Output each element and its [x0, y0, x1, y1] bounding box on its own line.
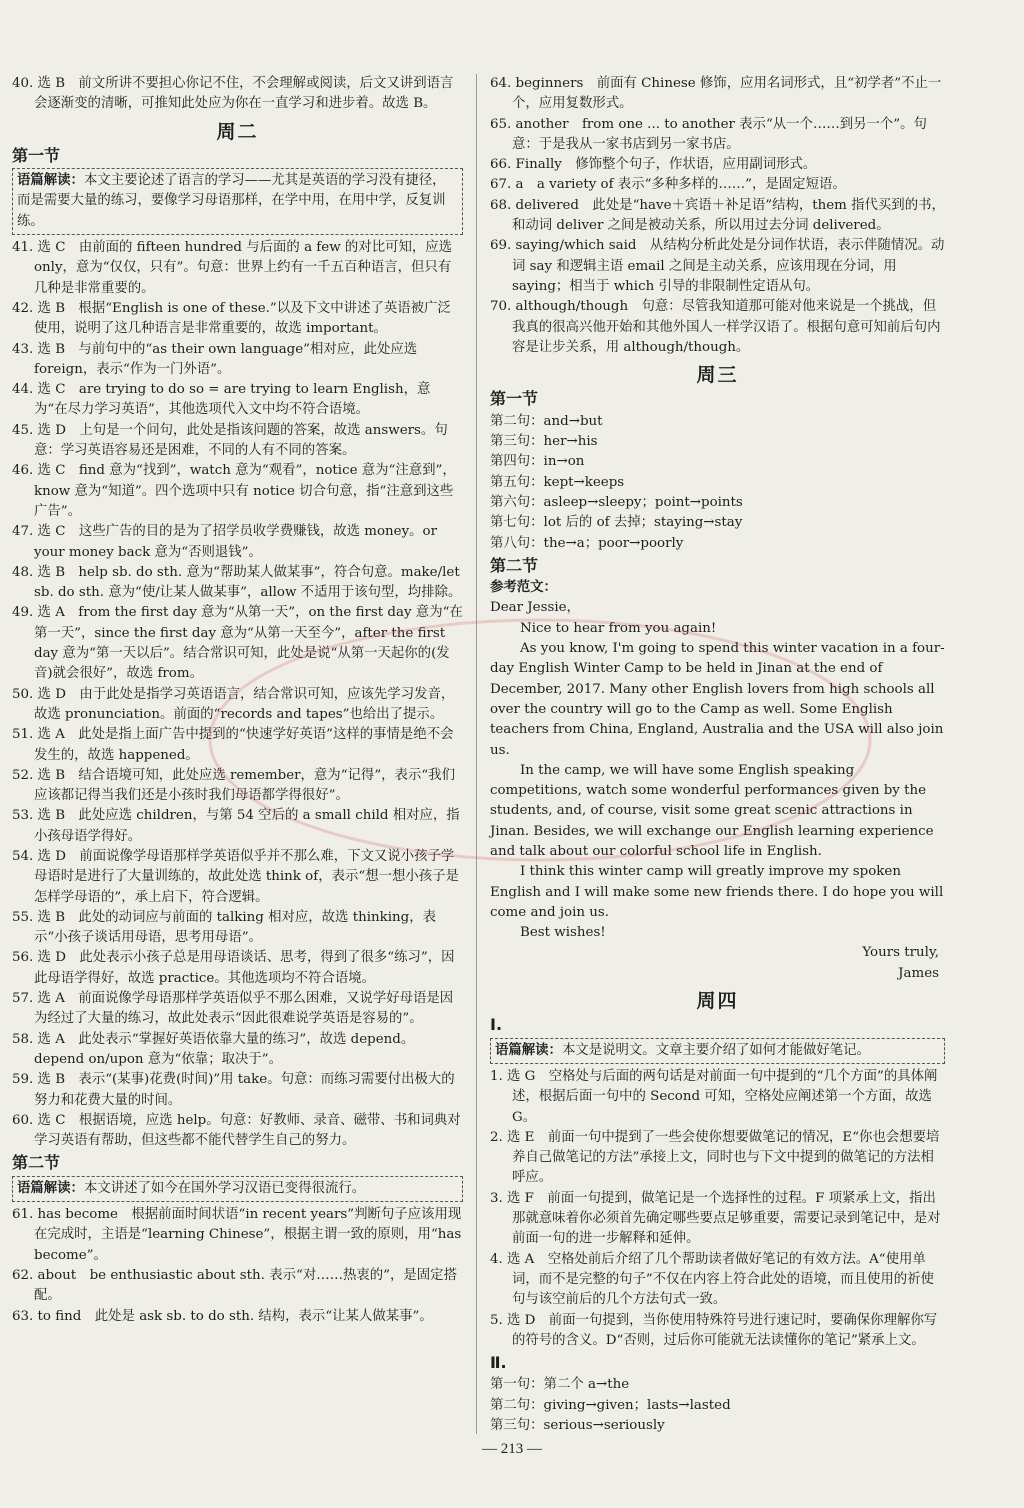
passage-summary-box: [12, 168, 463, 235]
answer-item: 5. 选 D 前面一句提到，当你使用特殊符号进行速记时，要确保你理解你写的符号的含义。D“否则，过后你可能就无法读懂你的笔记”紧承上文。: [490, 1312, 938, 1348]
answer-item: 51. 选 A 此处是指上面广告中提到的“快速学好英语”这样的事情是绝不会发生的，故选 happened。: [12, 727, 454, 763]
summary-label: 语篇解读：: [17, 173, 84, 189]
left-column: [12, 74, 463, 1327]
answer-item: 52. 选 B 结合语境可知，此处应选 remember，意为“记得”，表示“我们应该都记得当我们还是小孩时我们母语都学得很好”。: [12, 767, 455, 804]
section-heading: Ⅰ.: [490, 1015, 503, 1035]
passage-summary-box: [490, 1038, 945, 1064]
answer-item: 70. although/though 句意：尽管我知道那可能对他来说是一个挑战，但我真的很高兴他开始和其他外国人一样学汉语了。根据句意可知前后句内容是让步关系，用 although/though。: [490, 299, 941, 355]
answer-item: 40. 选 B 前文所讲不要担心你记不住，不会理解或阅读，后文又讲到语言会逐渐变的清晰，可推知此处应为你在一直学习和进步着。故选 B。: [12, 76, 454, 112]
week-heading: 周二: [216, 120, 259, 143]
text-line: 第二句：and→but: [490, 413, 603, 429]
answer-item: 59. 选 B 表示“(某事)花费(时间)”用 take。句意：而练习需要付出极大的努力和花费大量的时间。: [12, 1072, 455, 1108]
text-line: 第五句：kept→keeps: [490, 474, 625, 490]
text-line: 第七句：lot 后的 of 去掉；staying→stay: [490, 515, 743, 531]
week-heading: 周四: [696, 990, 739, 1013]
answer-item: 66. Finally 修饰整个句子，作状语，应用副词形式。: [490, 157, 817, 173]
essay-paragraph: In the camp, we will have some English speaking competitions, watch some wonderful performances given by the students, and, of course, visit some great scenic attractions in Jinan. Besides, we will exchange our English learning experience and talk about our colorful school life in English.: [490, 762, 934, 859]
answer-item: 62. about be enthusiastic about sth. 表示“对……热衷的”，是固定搭配。: [12, 1267, 457, 1304]
section-heading: 第一节: [490, 389, 539, 409]
answer-item: 48. 选 B help sb. do sth. 意为“帮助某人做某事”，符合句意。make/let sb. do sth. 意为“使/让某人做某事”，allow 不适用于该句型，均排除。: [12, 564, 462, 601]
answer-item: 60. 选 C 根据语境，应选 help。句意：好教师、录音、磁带、书和词典对学习英语有帮助，但这些都不能代替学生自己的努力。: [12, 1112, 461, 1149]
section-heading: 第二节: [12, 1153, 61, 1173]
passage-summary-box: [12, 1176, 463, 1202]
week-heading: 周三: [696, 364, 739, 387]
text-line: 第三句：her→his: [490, 434, 598, 450]
answer-item: 53. 选 B 此处应选 children，与第 54 空后的 a small child 相对应，指小孩母语学得好。: [12, 808, 460, 844]
answer-item: 4. 选 A 空格处前后介绍了几个帮助读者做好笔记的有效方法。A“使用单词，而不是完整的句子”不仅在内容上符合此处的语境，而且使用的祈使句与该空前后的几个方法句式一致。: [490, 1251, 934, 1308]
answer-item: 2. 选 E 前面一句中提到了一些会使你想要做笔记的情况，E“你也会想要培养自己做笔记的方法”承接上文，同时也与下文中提到的做笔记的方法相呼应。: [490, 1129, 940, 1186]
summary-label: 语篇解读：: [17, 1180, 84, 1196]
answer-item: 50. 选 D 由于此处是指学习英语语言，结合常识可知，应该先学习发音，故选 pronunciation。前面的“records and tapes”也给出了提示。: [12, 686, 455, 722]
answer-item: 3. 选 F 前面一句提到，做笔记是一个选择性的过程。F 项紧承上文，指出那就意味着你必须首先确定哪些要点足够重要，需要记录到笔记中，是对前面一句的进一步解释和延伸。: [490, 1190, 941, 1247]
answer-item: 63. to find 此处是 ask sb. to do sth. 结构，表示“让某人做某事”。: [12, 1308, 433, 1324]
text-line: 第四句：in→on: [490, 454, 585, 470]
essay-paragraph: Nice to hear from you again!: [520, 620, 717, 636]
summary-text: 本文是说明文。文章主要介绍了如何才能做好笔记。: [561, 1042, 870, 1058]
text-line: 第三句：serious→seriously: [490, 1418, 665, 1433]
answer-item: 47. 选 C 这些广告的目的是为了招学员收学费赚钱，故选 money。or your money back 意为“否则退钱”。: [12, 524, 438, 560]
right-column: [490, 74, 945, 1436]
answer-item: 55. 选 B 此处的动词应与前面的 talking 相对应，故选 thinking，表示“小孩子谈话用母语，思考用母语”。: [12, 909, 436, 946]
signature-line: Yours truly,: [862, 945, 939, 961]
answer-item: 42. 选 B 根据“English is one of these.”以及下文中讲述了英语被广泛使用，说明了这几种语言是非常重要的，故选 important。: [12, 300, 451, 337]
signature-line: James: [898, 965, 939, 981]
essay-label: 参考范文：: [490, 580, 557, 596]
answer-item: 64. beginners 前面有 Chinese 修饰，应用名词形式，且“初学者”不止一个，应用复数形式。: [490, 76, 942, 112]
section-heading: 第一节: [12, 145, 61, 165]
section-heading: Ⅱ.: [490, 1353, 507, 1373]
text-line: 第二句：giving→given；lasts→lasted: [490, 1397, 731, 1413]
answer-item: 43. 选 B 与前句中的“as their own language”相对应，此处应选 foreign，表示“作为一门外语”。: [12, 341, 418, 377]
answer-item: 67. a a variety of 表示“多种多样的……”，是固定短语。: [490, 177, 846, 193]
answer-item: 65. another from one ... to another 表示“从一个……到另一个”。句意：于是我从一家书店到另一家书店。: [490, 116, 927, 152]
page-number: — 213 —: [482, 1441, 542, 1457]
answer-item: 58. 选 A 此处表示“掌握好英语依靠大量的练习”，故选 depend。depend on/upon 意为“依靠；取决于”。: [12, 1031, 415, 1067]
answer-item: 46. 选 C find 意为“找到”，watch 意为“观看”，notice 意为“注意到”，know 意为“知道”。四个选项中只有 notice 切合句意，指“注意到这些广告”。: [12, 463, 456, 519]
summary-text: 本文讲述了如今在国外学习汉语已变得很流行。: [83, 1180, 366, 1196]
column-divider: [476, 74, 477, 1434]
essay-paragraph: I think this winter camp will greatly improve my spoken English and I will make some new friends there. I do hope you will come and join us.: [490, 864, 944, 920]
essay-paragraph: Best wishes!: [520, 925, 606, 941]
answer-item: 44. 选 C are trying to do so = are trying to learn English，意为“在尽力学习英语”，其他选项代入文中均不符合语境。: [12, 382, 431, 418]
answer-item: 61. has become 根据前面时间状语“in recent years”判断句子应该用现在完成时，主语是“learning Chinese”，根据主谓一致的原则，用“has become”。: [12, 1207, 462, 1263]
summary-label: 语篇解读：: [495, 1042, 562, 1058]
essay-paragraph: As you know, I'm going to spend this winter vacation in a four-day English Winter Camp to be held in Jinan at the end of December, 2017. Many other English lovers from high schools all over the country will go to the Camp as well. Some English teachers from China, England, Australia and the USA will also join us.: [490, 641, 945, 758]
answer-item: 56. 选 D 此处表示小孩子总是用母语谈话、思考，得到了很多“练习”，因此母语学得好，故选 practice。其他选项均不符合语境。: [12, 950, 455, 986]
text-line: 第六句：asleep→sleepy；point→points: [490, 494, 743, 510]
answer-item: 45. 选 D 上句是一个问句，此处是指该问题的答案，故选 answers。句意：学习英语容易还是困难，不同的人有不同的答案。: [12, 422, 448, 459]
summary-text: 本文主要论述了语言的学习——尤其是英语的学习没有捷径，而是需要大量的练习，要像学习母语那样，在学中用，在用中学，反复训练。: [17, 173, 446, 229]
text-line: Dear Jessie，: [490, 600, 580, 616]
text-line: 第一句：第二个 a→the: [490, 1377, 630, 1393]
answer-item: 54. 选 D 前面说像学母语那样学英语似乎并不那么难，下文又说小孩子学母语时是进行了大量训练的，故此处选 think of，表示“想一想小孩子是怎样学母语的”，承上启下，符合逻辑。: [12, 848, 459, 905]
text-line: 第八句：the→a；poor→poorly: [490, 535, 684, 551]
answer-item: 41. 选 C 由前面的 fifteen hundred 与后面的 a few 的对比可知，应选 only，意为“仅仅，只有”。句意：世界上约有一千五百种语言，但只有几种是非常重要的。: [12, 240, 453, 296]
answer-item: 49. 选 A from the first day 意为“从第一天”，on the first day 意为“在第一天”，since the first day 意为“从第一天至今”，after the first day 意为“第一天以后”。结合常识可知，此处是说“从第一天起你的(发音)就会很好”，故选 from。: [12, 605, 463, 682]
answer-item: 68. delivered 此处是“have＋宾语＋补足语”结构，them 指代买到的书，和动词 deliver 之间是被动关系，所以用过去分词 delivered。: [490, 197, 945, 234]
section-heading: 第二节: [490, 555, 539, 575]
answer-item: 69. saying/which said 从结构分析此处是分词作状语，表示伴随情况。动词 say 和逻辑主语 email 之间是主动关系，应该用现在分词，用 saying；相当于 which 引导的非限制性定语从句。: [490, 238, 945, 294]
answer-item: 1. 选 G 空格处与后面的两句话是对前面一句中提到的“几个方面”的具体阐述，根据后面一句中的 Second 可知，空格处应阐述第一个方面，故选 G。: [490, 1068, 938, 1125]
answer-item: 57. 选 A 前面说像学母语那样学英语似乎不那么困难，又说学好母语是因为经过了大量的练习，故此处表示“因此很难说学英语是容易的”。: [12, 991, 454, 1027]
